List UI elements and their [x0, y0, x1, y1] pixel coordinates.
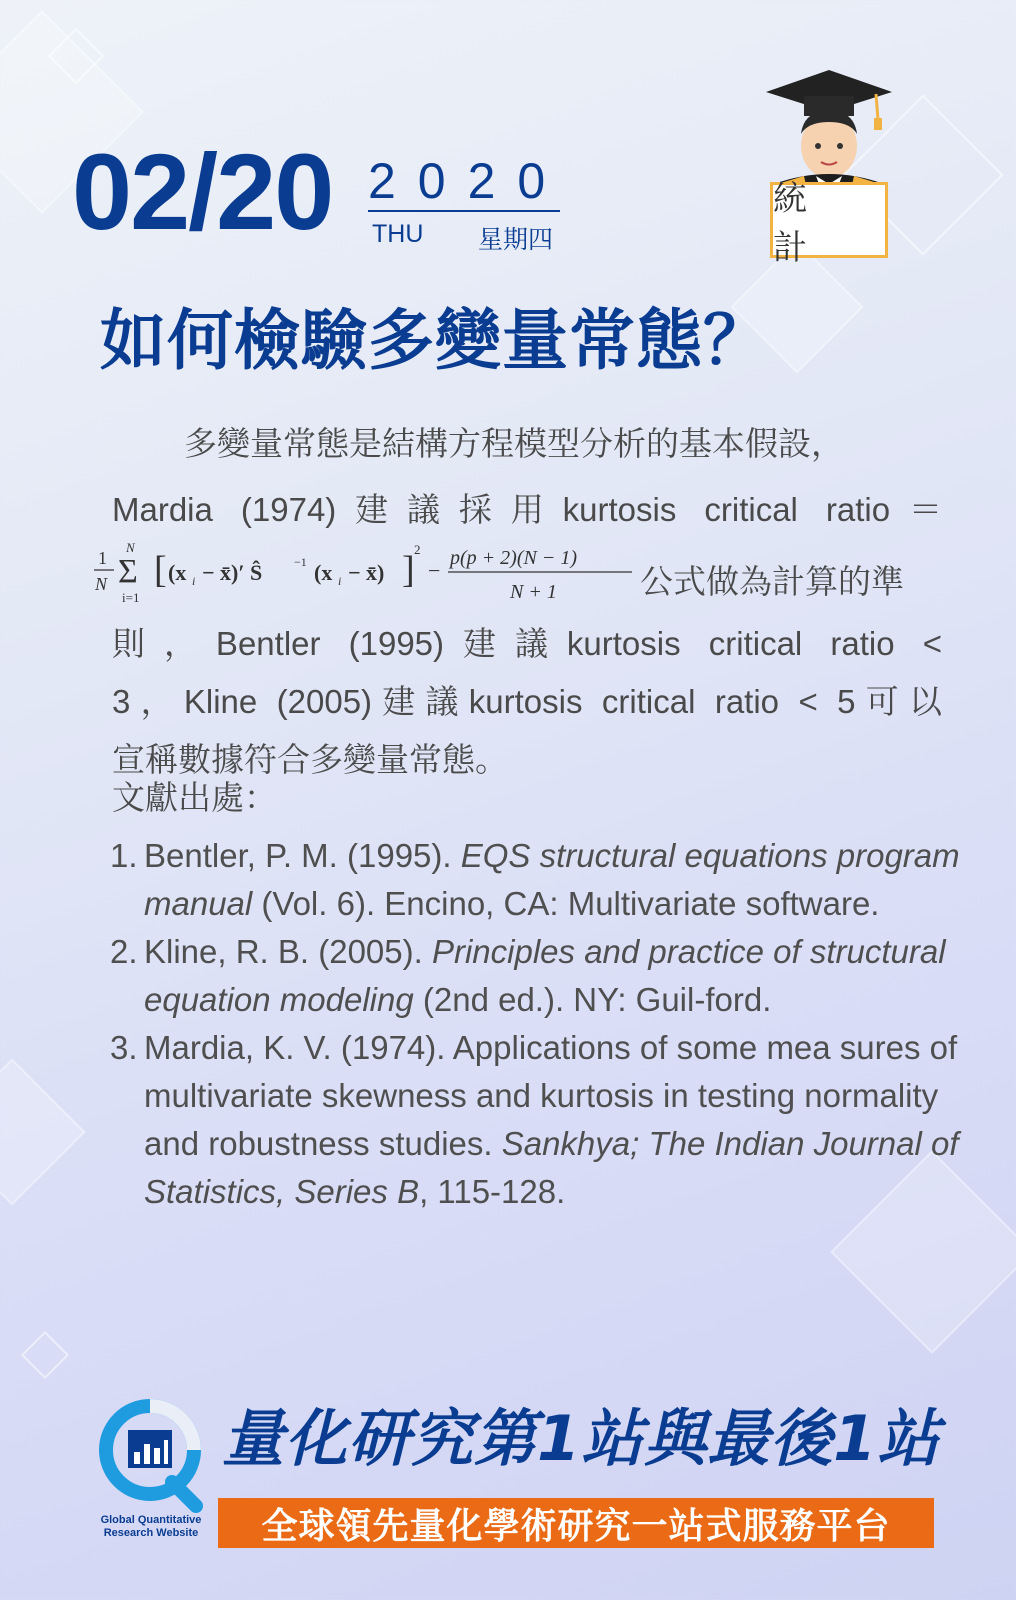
- formula-term2-rest: − x̄): [348, 560, 385, 585]
- formula-square: 2: [414, 542, 421, 557]
- formula-inverse: −1: [294, 555, 307, 569]
- body-line-6: 宣稱數據符合多變量常態。: [112, 740, 508, 779]
- formula-term2: (x: [314, 560, 333, 585]
- date-display: 02/20: [72, 131, 333, 252]
- weekday-en: THU: [372, 220, 424, 248]
- reference-item: 3. Mardia, K. V. (1974). Applications of some mea sures of multivariate skewness and kurtosis in testing normality and robustness studies. Sankhya; The Indian Journal of Statistics, Series B, 115-128.: [110, 1029, 959, 1210]
- formula-term: (x: [168, 560, 187, 585]
- page-title: 如何檢驗多變量常態？: [100, 302, 770, 379]
- formula-term-rest: − x̄)′ Ŝ: [202, 560, 263, 585]
- body-line-4: 則，Bentler (1995)建議kurtosis critical ratio <: [112, 625, 942, 662]
- slogan: 量化研究第1站與最後1站: [222, 1402, 941, 1475]
- formula-minus: −: [428, 558, 441, 583]
- gqr-logo-icon: [92, 1394, 214, 1524]
- formula-sum-bottom: i=1: [122, 590, 140, 605]
- formula-frac1-num: 1: [98, 548, 107, 568]
- sources-label: 文獻出處：: [112, 778, 277, 817]
- formula-frac1-den: N: [95, 574, 108, 594]
- formula-term2-sub: i: [338, 574, 342, 588]
- body-line-5: 3，Kline (2005)建議kurtosis critical ratio < 5可以: [112, 683, 942, 720]
- formula-bracket-close: ]: [402, 549, 415, 591]
- statistics-sign: 統 計: [770, 182, 888, 258]
- kurtosis-formula: [92, 542, 637, 608]
- decor-diamond: [0, 1058, 86, 1205]
- body-line-2: Mardia (1974)建議採用kurtosis critical ratio＝: [112, 491, 942, 528]
- weekday-zh: 星期四: [478, 225, 554, 254]
- formula-term-sub: i: [192, 574, 196, 588]
- body-line-3: 公式做為計算的準: [640, 562, 904, 601]
- formula-frac2-den: N + 1: [510, 581, 557, 603]
- decor-diamond: [21, 1331, 69, 1379]
- body-line-1: 多變量常態是結構方程模型分析的基本假設，: [184, 424, 844, 463]
- service-banner: 全球領先量化學術研究一站式服務平台: [218, 1498, 934, 1548]
- reference-list: [110, 832, 960, 1216]
- formula-sum-sign: Σ: [118, 553, 138, 590]
- formula-sum-top: N: [126, 542, 135, 555]
- formula-frac2-num: p(p + 2)(N − 1): [450, 547, 577, 569]
- reference-item: 2. Kline, R. B. (2005). Principles and practice of structural equation modeling (2nd ed.). NY: Guil-ford.: [110, 933, 946, 1018]
- formula-bracket-open: [: [154, 549, 167, 591]
- reference-item: 1. Bentler, P. M. (1995). EQS structural equations program manual (Vol. 6). Encino, CA: Multivariate software.: [110, 837, 960, 922]
- year-display: 2020: [368, 156, 560, 212]
- logo-caption: Global Quantitative Research Website: [100, 1514, 202, 1539]
